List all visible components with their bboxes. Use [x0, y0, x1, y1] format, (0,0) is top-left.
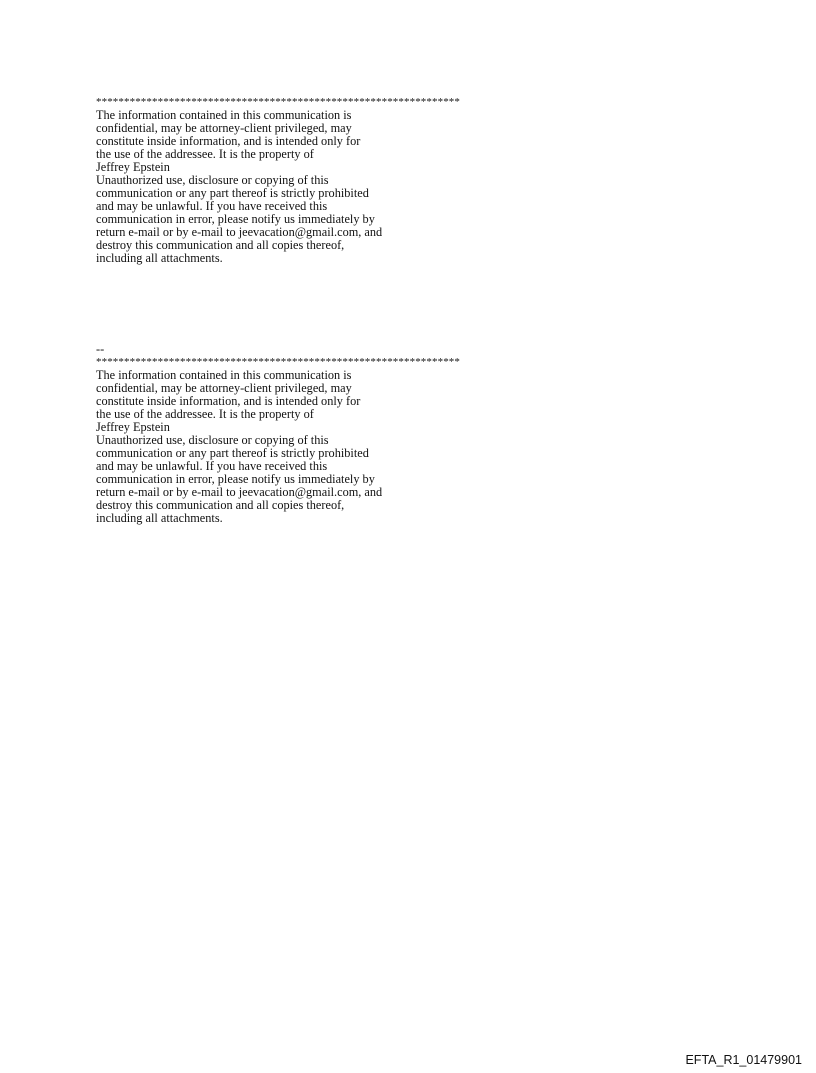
signature-dash: --: [96, 342, 105, 356]
disclaimer-line: destroy this communication and all copies thereof,: [96, 238, 345, 252]
disclaimer-line: Jeffrey Epstein: [96, 420, 170, 434]
disclaimer-line: return e-mail or by e-mail to jeevacation@gmail.com, and: [96, 485, 383, 499]
separator-line: *****************************************************************: [96, 356, 460, 368]
disclaimer-line: The information contained in this communication is: [96, 108, 352, 122]
disclaimer-line: and may be unlawful. If you have received this: [96, 459, 328, 473]
disclaimer-line: constitute inside information, and is intended only for: [96, 394, 361, 408]
disclaimer-line: Unauthorized use, disclosure or copying of this: [96, 173, 329, 187]
disclaimer-line: Jeffrey Epstein: [96, 160, 170, 174]
disclaimer-line: confidential, may be attorney-client privileged, may: [96, 381, 352, 395]
disclaimer-line: the use of the addressee. It is the property of: [96, 147, 314, 161]
disclaimer-line: confidential, may be attorney-client privileged, may: [96, 121, 352, 135]
disclaimer-line: communication in error, please notify us immediately by: [96, 472, 375, 486]
disclaimer-line: including all attachments.: [96, 511, 223, 525]
disclaimer-line: destroy this communication and all copies thereof,: [96, 498, 345, 512]
disclaimer-line: constitute inside information, and is intended only for: [96, 134, 361, 148]
disclaimer-line: communication or any part thereof is strictly prohibited: [96, 446, 369, 460]
disclaimer-line: and may be unlawful. If you have received this: [96, 199, 328, 213]
disclaimer-block-1: [96, 96, 516, 265]
disclaimer-line: communication in error, please notify us immediately by: [96, 212, 375, 226]
disclaimer-line: communication or any part thereof is strictly prohibited: [96, 186, 369, 200]
disclaimer-line: including all attachments.: [96, 251, 223, 265]
separator-line: *****************************************************************: [96, 96, 460, 108]
disclaimer-line: Unauthorized use, disclosure or copying of this: [96, 433, 329, 447]
disclaimer-line: The information contained in this communication is: [96, 368, 352, 382]
disclaimer-block-2: [96, 343, 516, 525]
disclaimer-line: return e-mail or by e-mail to jeevacation@gmail.com, and: [96, 225, 383, 239]
document-id: EFTA_R1_01479901: [685, 1053, 802, 1067]
disclaimer-line: the use of the addressee. It is the property of: [96, 407, 314, 421]
